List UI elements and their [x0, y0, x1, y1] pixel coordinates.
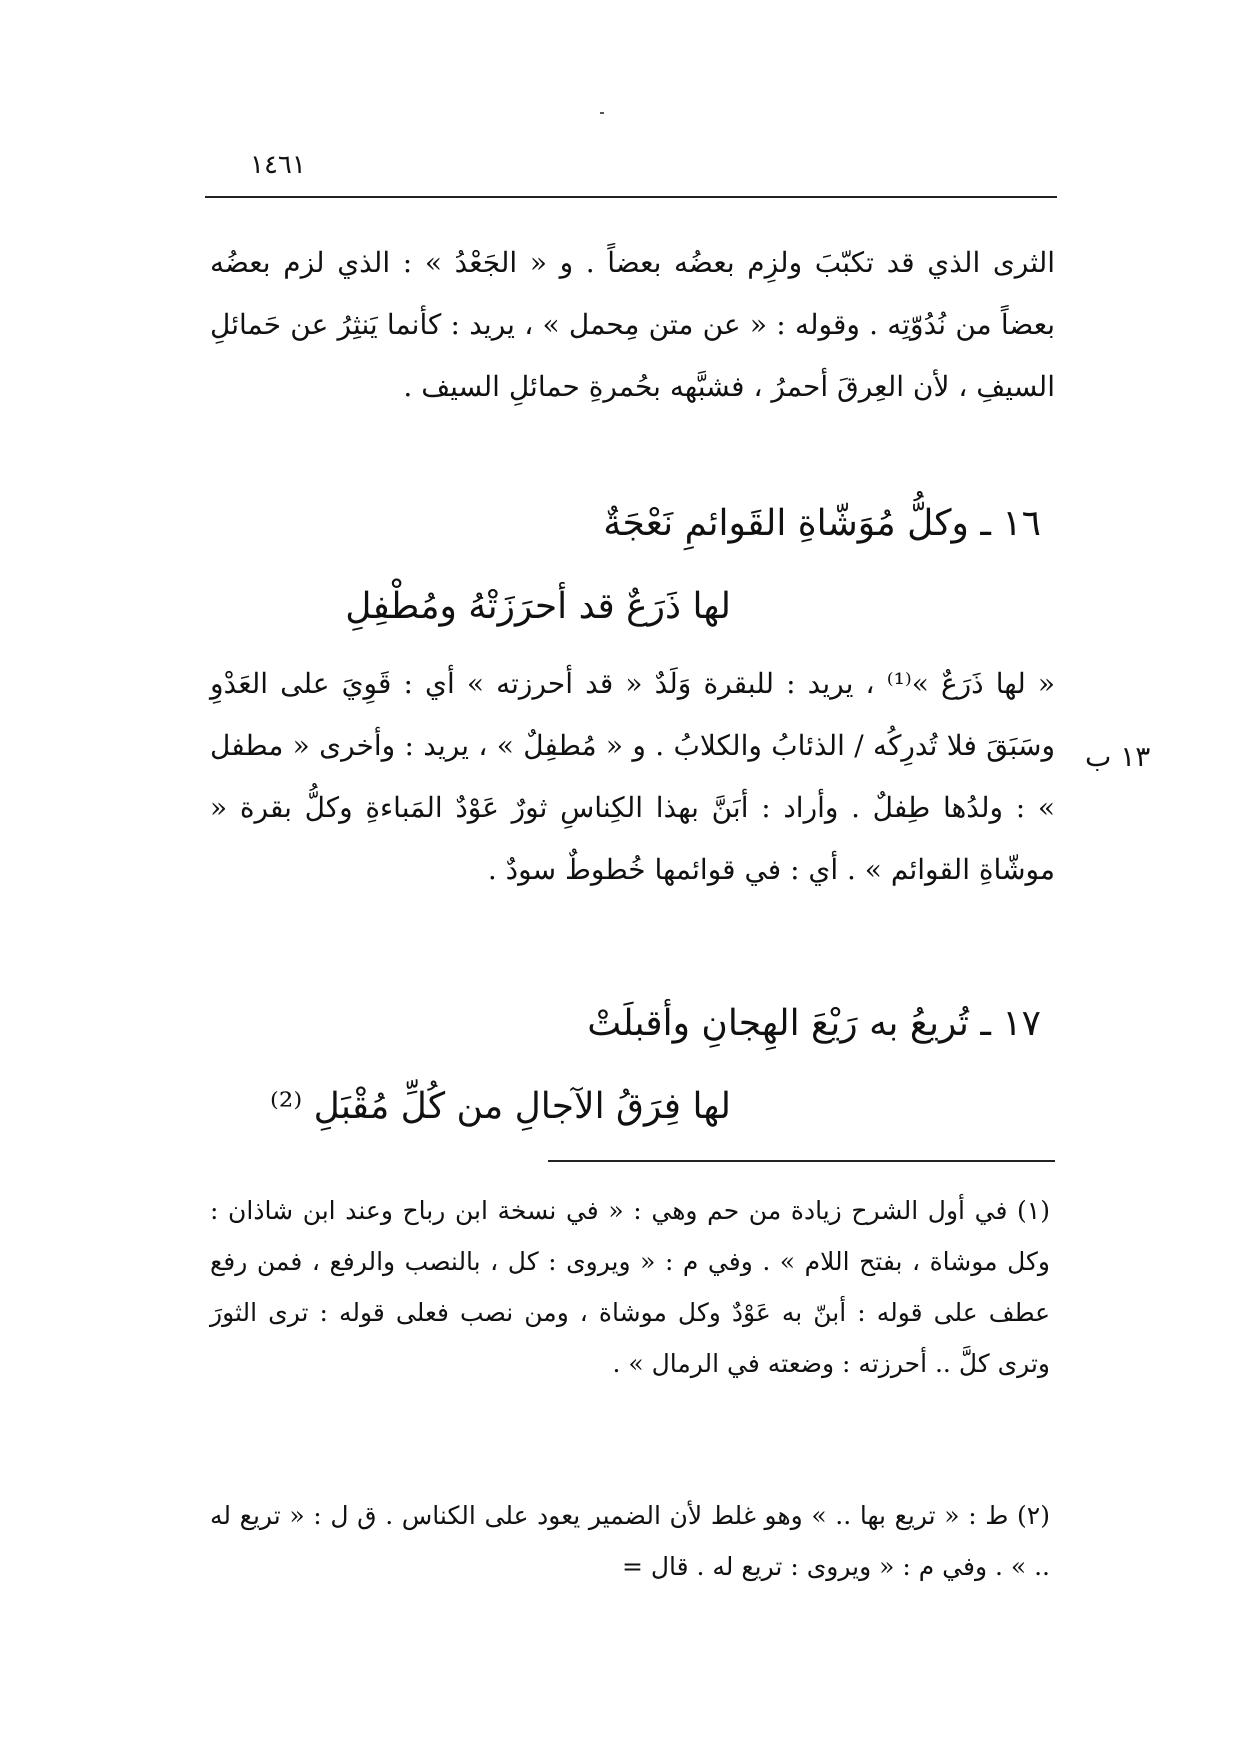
scan-speck: [600, 112, 604, 114]
verse-17-second-hemistich: لها فِرَقُ الآجالِ من كُلِّ مُقْبَلِ ⁽²⁾: [270, 1086, 731, 1127]
footnote-rule: [548, 1160, 1055, 1162]
manuscript-folio-note: ١٣ ب: [1085, 740, 1151, 773]
commentary-paragraph-2: « لها ذَرَعٌ »⁽¹⁾ ، يريد : للبقرة وَلَدٌ « قد أحرزته » أي : قَوِيَ على العَدْوِ وسَبَقَ فلا تُدرِكُه / الذئابُ والكلابُ . و « مُطفِلٌ » ، يريد : وأخرى « مطفل » : ولدُها طِفلٌ . وأراد : أبَنَّ بهذا الكِناسِ ثورٌ عَوْدٌ المَباءةِ وكلُّ بقرة « موشّاةِ القوائم » . أي : في قوائمها خُطوطٌ سودٌ .: [210, 667, 1055, 886]
footnote-1: (١) في أول الشرح زيادة من حم وهي : « في نسخة ابن رباح وعند ابن شاذان : وكل موشاة ، بفتح اللام » . وفي م : « ويروى : كل ، بالنصب والرفع ، فمن رفع عطف على قوله : أبنّ به عَوْدٌ وكل موشاة ، ومن نصب فعلى قوله : ترى الثورَ وترى كلَّ .. أحرزته : وضعته في الرمال » .: [210, 1196, 1050, 1378]
header-rule: [205, 196, 1057, 198]
verse-16-second-hemistich: لها ذَرَعٌ قد أحرَزَتْهُ ومُطْفِلِ: [345, 586, 731, 627]
page-number: ١٤٦١: [250, 150, 306, 180]
footnote-2: (٢) ط : « تريع بها .. » وهو غلط لأن الضمير يعود على الكناس . ق ل : « تريع له .. » . وفي م : « ويروى : تريع له . قال =: [210, 1501, 1050, 1581]
commentary-paragraph-1: الثرى الذي قد تكبّبَ ولزِم بعضُه بعضاً . و « الجَعْدُ » : الذي لزم بعضُه بعضاً من نُدُوّتِه . وقوله : « عن متن مِحمل » ، يريد : كأنما يَنثِرُ عن حَمائلِ السيفِ ، لأن العِرقَ أحمرُ ، فشبَّهه بحُمرةِ حمائلِ السيف .: [210, 246, 1055, 403]
verse-17-first-hemistich: ١٧ ـ تُريعُ به رَيْعَ الهِجانِ وأقبلَتْ: [587, 1003, 1041, 1044]
verse-16-first-hemistich: ١٦ ـ وكلُّ مُوَشّاةِ القَوائمِ نَعْجَةٌ: [603, 503, 1041, 544]
